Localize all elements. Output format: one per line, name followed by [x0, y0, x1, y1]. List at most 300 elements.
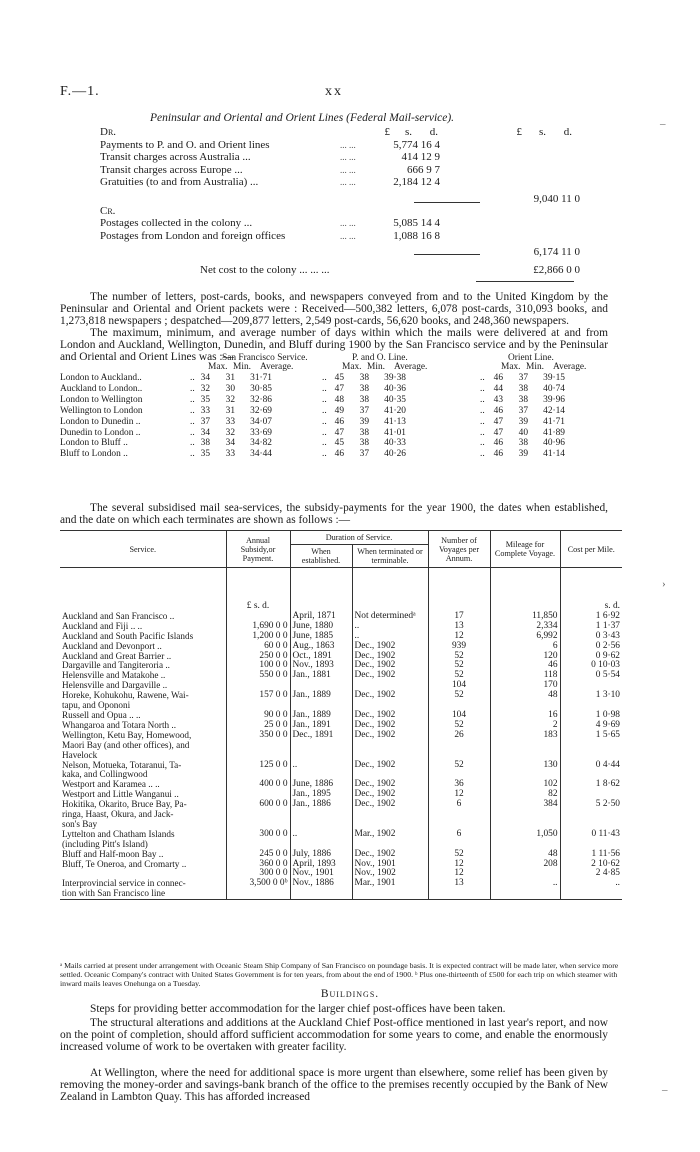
service-cell-voy: 13 — [428, 622, 490, 632]
service-cell-service: Auckland and South Pacific Islands — [62, 630, 194, 641]
service-cell-est: April, 1871 — [290, 612, 352, 622]
leader-dots: .. — [190, 416, 195, 427]
subhead: Max. — [501, 362, 521, 372]
service-cell-mile: 11,850 — [490, 612, 560, 622]
mail-days-value: 33·69 — [250, 427, 272, 438]
service-cell-cost: 2 10·62 2 4·85 — [560, 860, 622, 880]
service-cell-term: .. — [352, 622, 428, 632]
mail-days-value: 46 — [493, 373, 503, 383]
mail-days-value: 46 — [493, 449, 503, 460]
mail-days-value: 39·38 — [384, 373, 406, 383]
service-cell-mile: 6,992 — [490, 632, 560, 642]
service-cell-voy: 52 104 — [428, 671, 490, 691]
service-cell-term: Mar., 1902 — [352, 830, 428, 850]
page-ref: F.—1. — [60, 84, 100, 99]
mail-days-value: 31 — [225, 373, 235, 383]
leader-dots: .. — [322, 416, 327, 427]
mail-days-value: 37 — [359, 449, 369, 460]
service-cell-term: Dec., 1902 — [352, 800, 428, 830]
service-cell-est: June, 1886 Jan., 1895 — [290, 780, 352, 800]
service-row — [60, 800, 622, 830]
subhead: Min. — [233, 362, 251, 372]
mail-days-value: 41·71 — [543, 416, 565, 427]
service-cell-term: Dec., 1902 — [352, 721, 428, 731]
leader-dots: .. — [190, 394, 195, 405]
service-cell-cost: 5 2·50 — [560, 800, 622, 830]
service-cell-term: Dec., 1902 — [352, 671, 428, 691]
service-row — [60, 671, 622, 691]
mail-days-value: 38 — [518, 383, 528, 394]
leader-dots: .. — [322, 394, 327, 405]
service-cell-est: July, 1886 — [290, 850, 352, 860]
service-cell-service: Hokitika, Okarito, Bruce Bay, Pa- ringa, Haast, Okura, and Jack- son's Bay — [62, 799, 187, 829]
mail-days-value: 34 — [200, 373, 210, 383]
mail-days-value: 38 — [518, 438, 528, 449]
service-row — [60, 879, 622, 899]
mail-days-value: 49 — [334, 405, 344, 416]
service-cell-subsidy: 3,500 0 0ᵇ — [226, 879, 290, 899]
subhead: Max. — [208, 362, 228, 372]
leader-dots: .. — [480, 394, 485, 405]
service-cell-service: Lyttelton and Chatham Islands (including Pitt's Island) — [62, 828, 175, 849]
mail-days-value: 34·82 — [250, 438, 272, 449]
mail-days-value: 35 — [200, 449, 210, 460]
mail-days-value: 46 — [334, 416, 344, 427]
service-cell-term: Dec., 1902 Dec., 1902 — [352, 780, 428, 800]
service-cell-term: Dec., 1902 — [352, 642, 428, 652]
mail-days-value: 40·96 — [543, 438, 565, 449]
dr-row: Transit charges across Europe ... ... ... 666 9 7 — [100, 163, 440, 176]
service-cell-mile: .. — [490, 879, 560, 899]
paragraph-mail-counts: The number of letters, post-cards, books, and newspapers conveyed from and to the United Kingdom by the Peninsular and Oriental and Orient packets were : Received—500,382 letters, 6,078 post-cards, 310,093 books, and 1,273,818 newspapers ; despatched—209,877 letters, 2,549 post-cards, 56,620 books, and 248,360 newspapers. — [60, 291, 608, 328]
mail-days-value: 48 — [334, 394, 344, 405]
service-cell-voy: 52 — [428, 761, 490, 781]
mail-days-route: Bluff to London .. — [60, 449, 128, 460]
service-cell-voy: 36 12 — [428, 780, 490, 800]
service-row — [60, 691, 622, 711]
service-cell-subsidy: 1,200 0 0 — [226, 632, 290, 642]
subsidy-units: £ s. d. — [226, 568, 290, 612]
service-cell-voy: 26 — [428, 731, 490, 761]
service-cell-term: Dec., 1902 — [352, 731, 428, 761]
service-cell-mile: 46 — [490, 661, 560, 671]
mail-days-route: London to Auckland.. — [60, 373, 142, 383]
service-row — [60, 830, 622, 850]
service-cell-subsidy: 125 0 0 — [226, 761, 290, 781]
service-cell-subsidy: 245 0 0 — [226, 850, 290, 860]
service-cell-mile: 1,050 — [490, 830, 560, 850]
service-cell-cost: 0 3·43 — [560, 632, 622, 642]
mail-days-value: 45 — [334, 438, 344, 449]
service-cell-voy: 52 — [428, 661, 490, 671]
service-cell-est: Jan., 1889 — [290, 691, 352, 711]
service-cell-voy: 6 — [428, 830, 490, 850]
service-cell-subsidy: 157 0 0 — [226, 691, 290, 711]
leader-dots: .. — [190, 383, 195, 394]
mail-days-value: 38 — [518, 394, 528, 405]
units-row — [60, 568, 622, 612]
subhead: Min. — [367, 362, 385, 372]
service-cell-service: Dargaville and Tangiteroria .. — [62, 660, 170, 671]
leader-dots: .. — [190, 427, 195, 438]
mail-days-route: London to Dunedin .. — [60, 416, 141, 427]
col-head: s. — [404, 126, 412, 138]
service-cell-cost: 1 5·65 — [560, 731, 622, 761]
service-cell-mile: 208 — [490, 860, 560, 880]
service-cell-term: Dec., 1902 — [352, 661, 428, 671]
service-cell-term: .. — [352, 632, 428, 642]
service-cell-subsidy: 25 0 0 — [226, 721, 290, 731]
service-cell-voy: 12 12 — [428, 860, 490, 880]
service-cell-voy: 939 — [428, 642, 490, 652]
mail-days-value: 39 — [518, 416, 528, 427]
service-cell-cost: 0 11·43 — [560, 830, 622, 850]
service-cell-cost: 1 6·92 — [560, 612, 622, 622]
net-row — [100, 258, 580, 278]
leader-dots: .. — [480, 373, 485, 383]
cr-row: Postages from London and foreign offices ... ... 1,088 16 8 — [100, 229, 440, 242]
col-header-mileage: Mileage for Complete Voyage. — [490, 531, 560, 568]
service-cell-est: June, 1885 — [290, 632, 352, 642]
leader-dots: .. — [190, 373, 195, 383]
service-cell-service: Bluff, Te Oneroa, and Cromarty .. — [62, 858, 187, 869]
service-cell-service: Bluff and Half-moon Bay .. — [62, 848, 164, 859]
mail-days-value: 47 — [493, 416, 503, 427]
page-number: xx — [325, 84, 343, 99]
mail-days-value: 39 — [518, 449, 528, 460]
service-cell-service: Horeke, Kohukohu, Rawene, Wai- tapu, and Opononi — [62, 690, 189, 711]
mail-days-value: 41·20 — [384, 405, 406, 416]
service-cell-service: Helensville and Matakohe .. Helensville and Dargaville .. — [62, 670, 168, 691]
service-cell-voy: 52 — [428, 652, 490, 662]
col-header-service: Service. — [60, 531, 226, 568]
cr-total-row — [100, 242, 580, 258]
col-head: £ — [516, 126, 522, 138]
account-col-heads — [100, 126, 580, 139]
service-cell-service: Auckland and Fiji .. .. — [62, 620, 143, 631]
mail-days-value: 39·96 — [543, 394, 565, 405]
mail-days-value: 40·36 — [384, 383, 406, 394]
col-header-duration: Duration of Service. — [290, 531, 428, 545]
service-cell-term: Dec., 1902 — [352, 652, 428, 662]
services-table — [60, 530, 622, 900]
service-cell-subsidy: 1,690 0 0 — [226, 622, 290, 632]
mail-days-value: 41·13 — [384, 416, 406, 427]
leader-dots: .. — [322, 383, 327, 394]
service-cell-subsidy: 300 0 0 — [226, 830, 290, 850]
service-cell-voy: 13 — [428, 879, 490, 899]
mail-days-value: 40·35 — [384, 394, 406, 405]
service-cell-voy: 104 — [428, 711, 490, 721]
group-head-orient: Orient Line. — [508, 353, 554, 363]
service-cell-service: Whangaroa and Totara North .. — [62, 719, 176, 730]
mail-days-route: Auckland to London.. — [60, 383, 143, 394]
net-value: £2,866 0 0 — [533, 264, 580, 276]
service-cell-term: Nov., 1901 Nov., 1902 — [352, 860, 428, 880]
subhead: Average. — [553, 362, 587, 372]
service-cell-subsidy: 60 0 0 — [226, 642, 290, 652]
mail-days-value: 38 — [359, 373, 369, 383]
subhead: Max. — [342, 362, 362, 372]
mail-days-value: 33 — [225, 449, 235, 460]
mail-days-value: 34 — [225, 438, 235, 449]
service-cell-service: Auckland and Great Barrier .. — [62, 650, 172, 661]
group-head-sf: San Francisco Service. — [222, 353, 308, 363]
col-head: s. — [538, 126, 546, 138]
service-cell-est: Jan., 1886 — [290, 800, 352, 830]
table-footnotes: ᵃ Mails carried at present under arrangement with Oceanic Steam Ship Company of San Francisco on poundage basis. It is expected contract will be made later, when service more settled. Oceanic Company's contract with United States Government is for ten years, from about the end of 1900. ᵇ Plus one-thirteenth of £500 for each trip on which steamer with inward mails leaves Onehunga on a Tuesday. — [60, 961, 619, 989]
account-title: Peninsular and Oriental and Orient Lines (Federal Mail-service). — [150, 112, 455, 124]
subhead: Average. — [394, 362, 428, 372]
rule — [414, 254, 480, 255]
mail-days-value: 41·89 — [543, 427, 565, 438]
service-cell-mile: 2 — [490, 721, 560, 731]
leader-dots: .. — [480, 383, 485, 394]
service-cell-est: Dec., 1891 — [290, 731, 352, 761]
service-cell-service: Russell and Opua .. .. — [62, 709, 141, 720]
service-cell-subsidy: 600 0 0 — [226, 800, 290, 830]
mail-days-value: 35 — [200, 394, 210, 405]
mail-days-value: 31·71 — [250, 373, 272, 383]
mail-days-value: 34 — [200, 427, 210, 438]
paragraph-buildings-2: The structural alterations and additions at the Auckland Chief Post-office mentioned in last year's report, and now on the point of completion, should afford sufficient accommodation for some years to come, and enable the enormously increased volume of work to be overtaken with greater facility. — [60, 1017, 608, 1054]
mail-days-value: 30 — [225, 383, 235, 394]
service-cell-mile: 6 — [490, 642, 560, 652]
service-cell-term: Dec., 1902 — [352, 850, 428, 860]
service-cell-service: Wellington, Ketu Bay, Homewood, Maori Bay (and other offices), and Havelock — [62, 729, 192, 760]
mail-days-value: 38 — [359, 383, 369, 394]
cr-label: Cr. — [100, 204, 116, 217]
mail-days-value: 31 — [225, 405, 235, 416]
mail-days-value: 34·07 — [250, 416, 272, 427]
account-statement — [100, 126, 580, 278]
paragraph-services-intro: The several subsidised mail sea-services, the subsidy-payments for the year 1900, the dates when established, and the date on which each terminates are shown as follows :— — [60, 502, 608, 527]
mail-days-value: 30·85 — [250, 383, 272, 394]
service-cell-cost: 4 9·69 — [560, 721, 622, 731]
service-cell-est: Nov., 1893 — [290, 661, 352, 671]
service-cell-cost: 1 1·37 — [560, 622, 622, 632]
dr-row: Gratuities (to and from Australia) ... ... ... 2,184 12 4 — [100, 176, 440, 188]
service-cell-voy: 52 — [428, 691, 490, 711]
service-cell-mile: 384 — [490, 800, 560, 830]
service-row — [60, 761, 622, 781]
mail-days-value: 38 — [359, 394, 369, 405]
paragraph-buildings-3: At Wellington, where the need for additional space is more urgent than elsewhere, some relief has been given by removing the money-order and savings-bank branch of the office to the premises recently occupied by the Bank of New Zealand in Lambton Quay. This has afforded increased — [60, 1067, 608, 1104]
margin-mark: – — [662, 1084, 668, 1096]
leader-dots: .. — [322, 449, 327, 460]
service-cell-subsidy: 400 0 0 — [226, 780, 290, 800]
leader-dots: .. — [480, 416, 485, 427]
service-cell-voy: 6 — [428, 800, 490, 830]
mail-days-value: 41·01 — [384, 427, 406, 438]
col-head: d. — [429, 126, 438, 138]
service-row — [60, 860, 622, 880]
service-cell-voy: 17 — [428, 612, 490, 622]
service-cell-term: Dec., 1902 — [352, 691, 428, 711]
service-cell-subsidy: 360 0 0 300 0 0 — [226, 860, 290, 880]
mail-days-value: 47 — [493, 427, 503, 438]
service-cell-cost: 0 4·44 — [560, 761, 622, 781]
col-header-terminated: When terminated or terminable. — [352, 545, 428, 568]
dr-row: Payments to P. and O. and Orient lines ... ... 5,774 16 4 — [100, 138, 440, 151]
service-cell-service: Westport and Karamea .. .. Westport and Little Wanganui .. — [62, 779, 179, 800]
service-cell-service: Nelson, Motueka, Totaranui, Ta- kaka, and Collingwood — [62, 759, 182, 780]
mail-days-value: 37 — [200, 416, 210, 427]
service-row — [60, 731, 622, 761]
leader-dots: .. — [322, 427, 327, 438]
service-cell-est: .. — [290, 761, 352, 781]
leader-dots: .. — [480, 427, 485, 438]
service-row — [60, 780, 622, 800]
mail-days-value: 32·69 — [250, 405, 272, 416]
leader-dots: .. — [480, 449, 485, 460]
margin-mark: › — [662, 578, 666, 590]
mail-days-value: 40·74 — [543, 383, 565, 394]
service-cell-subsidy: 100 0 0 — [226, 661, 290, 671]
mail-days-value: 40·26 — [384, 449, 406, 460]
mail-days-value: 37 — [518, 405, 528, 416]
mail-days-value: 46 — [493, 405, 503, 416]
leader-dots: .. — [322, 405, 327, 416]
service-cell-term: Dec., 1902 — [352, 761, 428, 781]
cr-row: Postages collected in the colony ... ... ... 5,085 14 4 — [100, 217, 440, 229]
mail-days-value: 39 — [359, 416, 369, 427]
col-head: £ — [384, 126, 390, 138]
service-cell-mile: 118 170 — [490, 671, 560, 691]
dr-total: 9,040 11 0 — [533, 192, 580, 205]
cr-total: 6,174 11 0 — [533, 246, 580, 258]
mail-days-route: London to Bluff .. — [60, 438, 128, 449]
mail-days-value: 38 — [359, 438, 369, 449]
mail-days-route: Wellington to London — [60, 405, 143, 416]
leader-dots: .. — [322, 373, 327, 383]
mail-days-value: 46 — [334, 449, 344, 460]
margin-mark: – — [660, 118, 666, 130]
service-cell-est: .. — [290, 830, 352, 850]
mail-days-value: 43 — [493, 394, 503, 405]
service-cell-est: Nov., 1886 — [290, 879, 352, 899]
service-cell-mile: 102 82 — [490, 780, 560, 800]
mail-days-value: 39·15 — [543, 373, 565, 383]
mail-days-value: 32 — [225, 394, 235, 405]
mail-days-value: 47 — [334, 383, 344, 394]
mail-days-value: 32 — [225, 427, 235, 438]
service-cell-voy: 52 — [428, 850, 490, 860]
service-cell-cost: 0 2·56 — [560, 642, 622, 652]
service-cell-mile: 130 — [490, 761, 560, 781]
subhead: Average. — [260, 362, 294, 372]
rule — [414, 202, 480, 203]
mail-days-value: 32 — [200, 383, 210, 394]
mail-days-value: 34·44 — [250, 449, 272, 460]
cost-units: s. d. — [560, 568, 622, 612]
service-cell-voy: 52 — [428, 721, 490, 731]
paragraph-mail-days: The maximum, minimum, and average number of days within which the mails were delivered at and from London and Auckland, Wellington, Dunedin, and Bluff during 1900 by the San Francisco service and by the Peninsular and Oriental and Orient Lines was :— — [60, 327, 608, 364]
mail-days-value: 45 — [334, 373, 344, 383]
dr-label: Dr. — [100, 126, 117, 138]
col-header-subsidy: Annual Subsidy,or Payment. — [226, 531, 290, 568]
mail-days-value: 40 — [518, 427, 528, 438]
service-cell-term: Dec., 1902 — [352, 711, 428, 721]
service-cell-term: Not determinedᵃ — [352, 612, 428, 622]
mail-days-value: 40·33 — [384, 438, 406, 449]
mail-days-value: 41·14 — [543, 449, 565, 460]
mail-days-value: 37 — [518, 373, 528, 383]
net-label: Net cost to the colony ... ... ... — [200, 264, 330, 276]
col-head: d. — [563, 126, 572, 138]
mail-days-value: 32·86 — [250, 394, 272, 405]
paragraph-buildings-1: Steps for providing better accommodation for the larger chief post-offices have been taken. — [90, 1003, 506, 1015]
service-cell-mile: 48 — [490, 850, 560, 860]
service-cell-mile: 2,334 — [490, 622, 560, 632]
service-cell-subsidy: 550 0 0 — [226, 671, 290, 691]
subhead: Min. — [526, 362, 544, 372]
leader-dots: .. — [190, 405, 195, 416]
service-cell-mile: 48 — [490, 691, 560, 711]
service-cell-cost: 1 11·56 — [560, 850, 622, 860]
col-header-voyages: Number of Voyages per Annum. — [428, 531, 490, 568]
group-head-po: P. and O. Line. — [352, 353, 408, 363]
dr-row: Transit charges across Australia ... ... ... 414 12 9 — [100, 151, 440, 163]
service-cell-mile: 120 — [490, 652, 560, 662]
leader-dots: .. — [322, 438, 327, 449]
leader-dots: .. — [480, 405, 485, 416]
service-cell-est: April, 1893 Nov., 1901 — [290, 860, 352, 880]
leader-dots: .. — [190, 438, 195, 449]
mail-days-route: Dunedin to London .. — [60, 427, 141, 438]
cr-label-row — [100, 205, 580, 218]
mail-days-value: 42·14 — [543, 405, 565, 416]
mail-days-value: 47 — [334, 427, 344, 438]
service-cell-cost: 1 3·10 — [560, 691, 622, 711]
service-cell-service: Interprovincial service in connec- tion with San Francisco line — [60, 879, 226, 899]
service-cell-voy: 12 — [428, 632, 490, 642]
dr-total-row — [100, 189, 580, 205]
service-cell-term: Mar., 1901 — [352, 879, 428, 899]
service-cell-cost: 0 5·54 — [560, 671, 622, 691]
mail-days-value: 33 — [225, 416, 235, 427]
service-cell-cost: 1 0·98 — [560, 711, 622, 721]
mail-days-value: 37 — [359, 405, 369, 416]
leader-dots: .. — [190, 449, 195, 460]
mail-days-value: 38 — [200, 438, 210, 449]
section-heading-buildings: Buildings. — [320, 988, 380, 1000]
service-cell-mile: 16 — [490, 711, 560, 721]
service-cell-subsidy: 350 0 0 — [226, 731, 290, 761]
service-cell-est: Oct., 1891 — [290, 652, 352, 662]
service-cell-est: Jan., 1891 — [290, 721, 352, 731]
service-cell-est: Aug., 1863 — [290, 642, 352, 652]
rule — [476, 281, 574, 282]
service-cell-cost: 0 9·62 — [560, 652, 622, 662]
service-cell-cost: 0 10·03 — [560, 661, 622, 671]
col-header-established: When established. — [290, 545, 352, 568]
service-cell-est: Jan., 1881 — [290, 671, 352, 691]
mail-days-value: 38 — [359, 427, 369, 438]
col-header-cost: Cost per Mile. — [560, 531, 622, 568]
service-cell-est: Jan., 1889 — [290, 711, 352, 721]
mail-days-value: 44 — [493, 383, 503, 394]
service-cell-subsidy: 90 0 0 — [226, 711, 290, 721]
service-cell-est: June, 1880 — [290, 622, 352, 632]
service-cell-service: Auckland and Devonport .. — [62, 640, 162, 651]
service-cell-subsidy: 250 0 0 — [226, 652, 290, 662]
mail-days-route: London to Wellington — [60, 394, 143, 405]
leader-dots: .. — [480, 438, 485, 449]
mail-days-value: 33 — [200, 405, 210, 416]
service-cell-cost: .. — [560, 879, 622, 899]
mail-days-value: 46 — [493, 438, 503, 449]
